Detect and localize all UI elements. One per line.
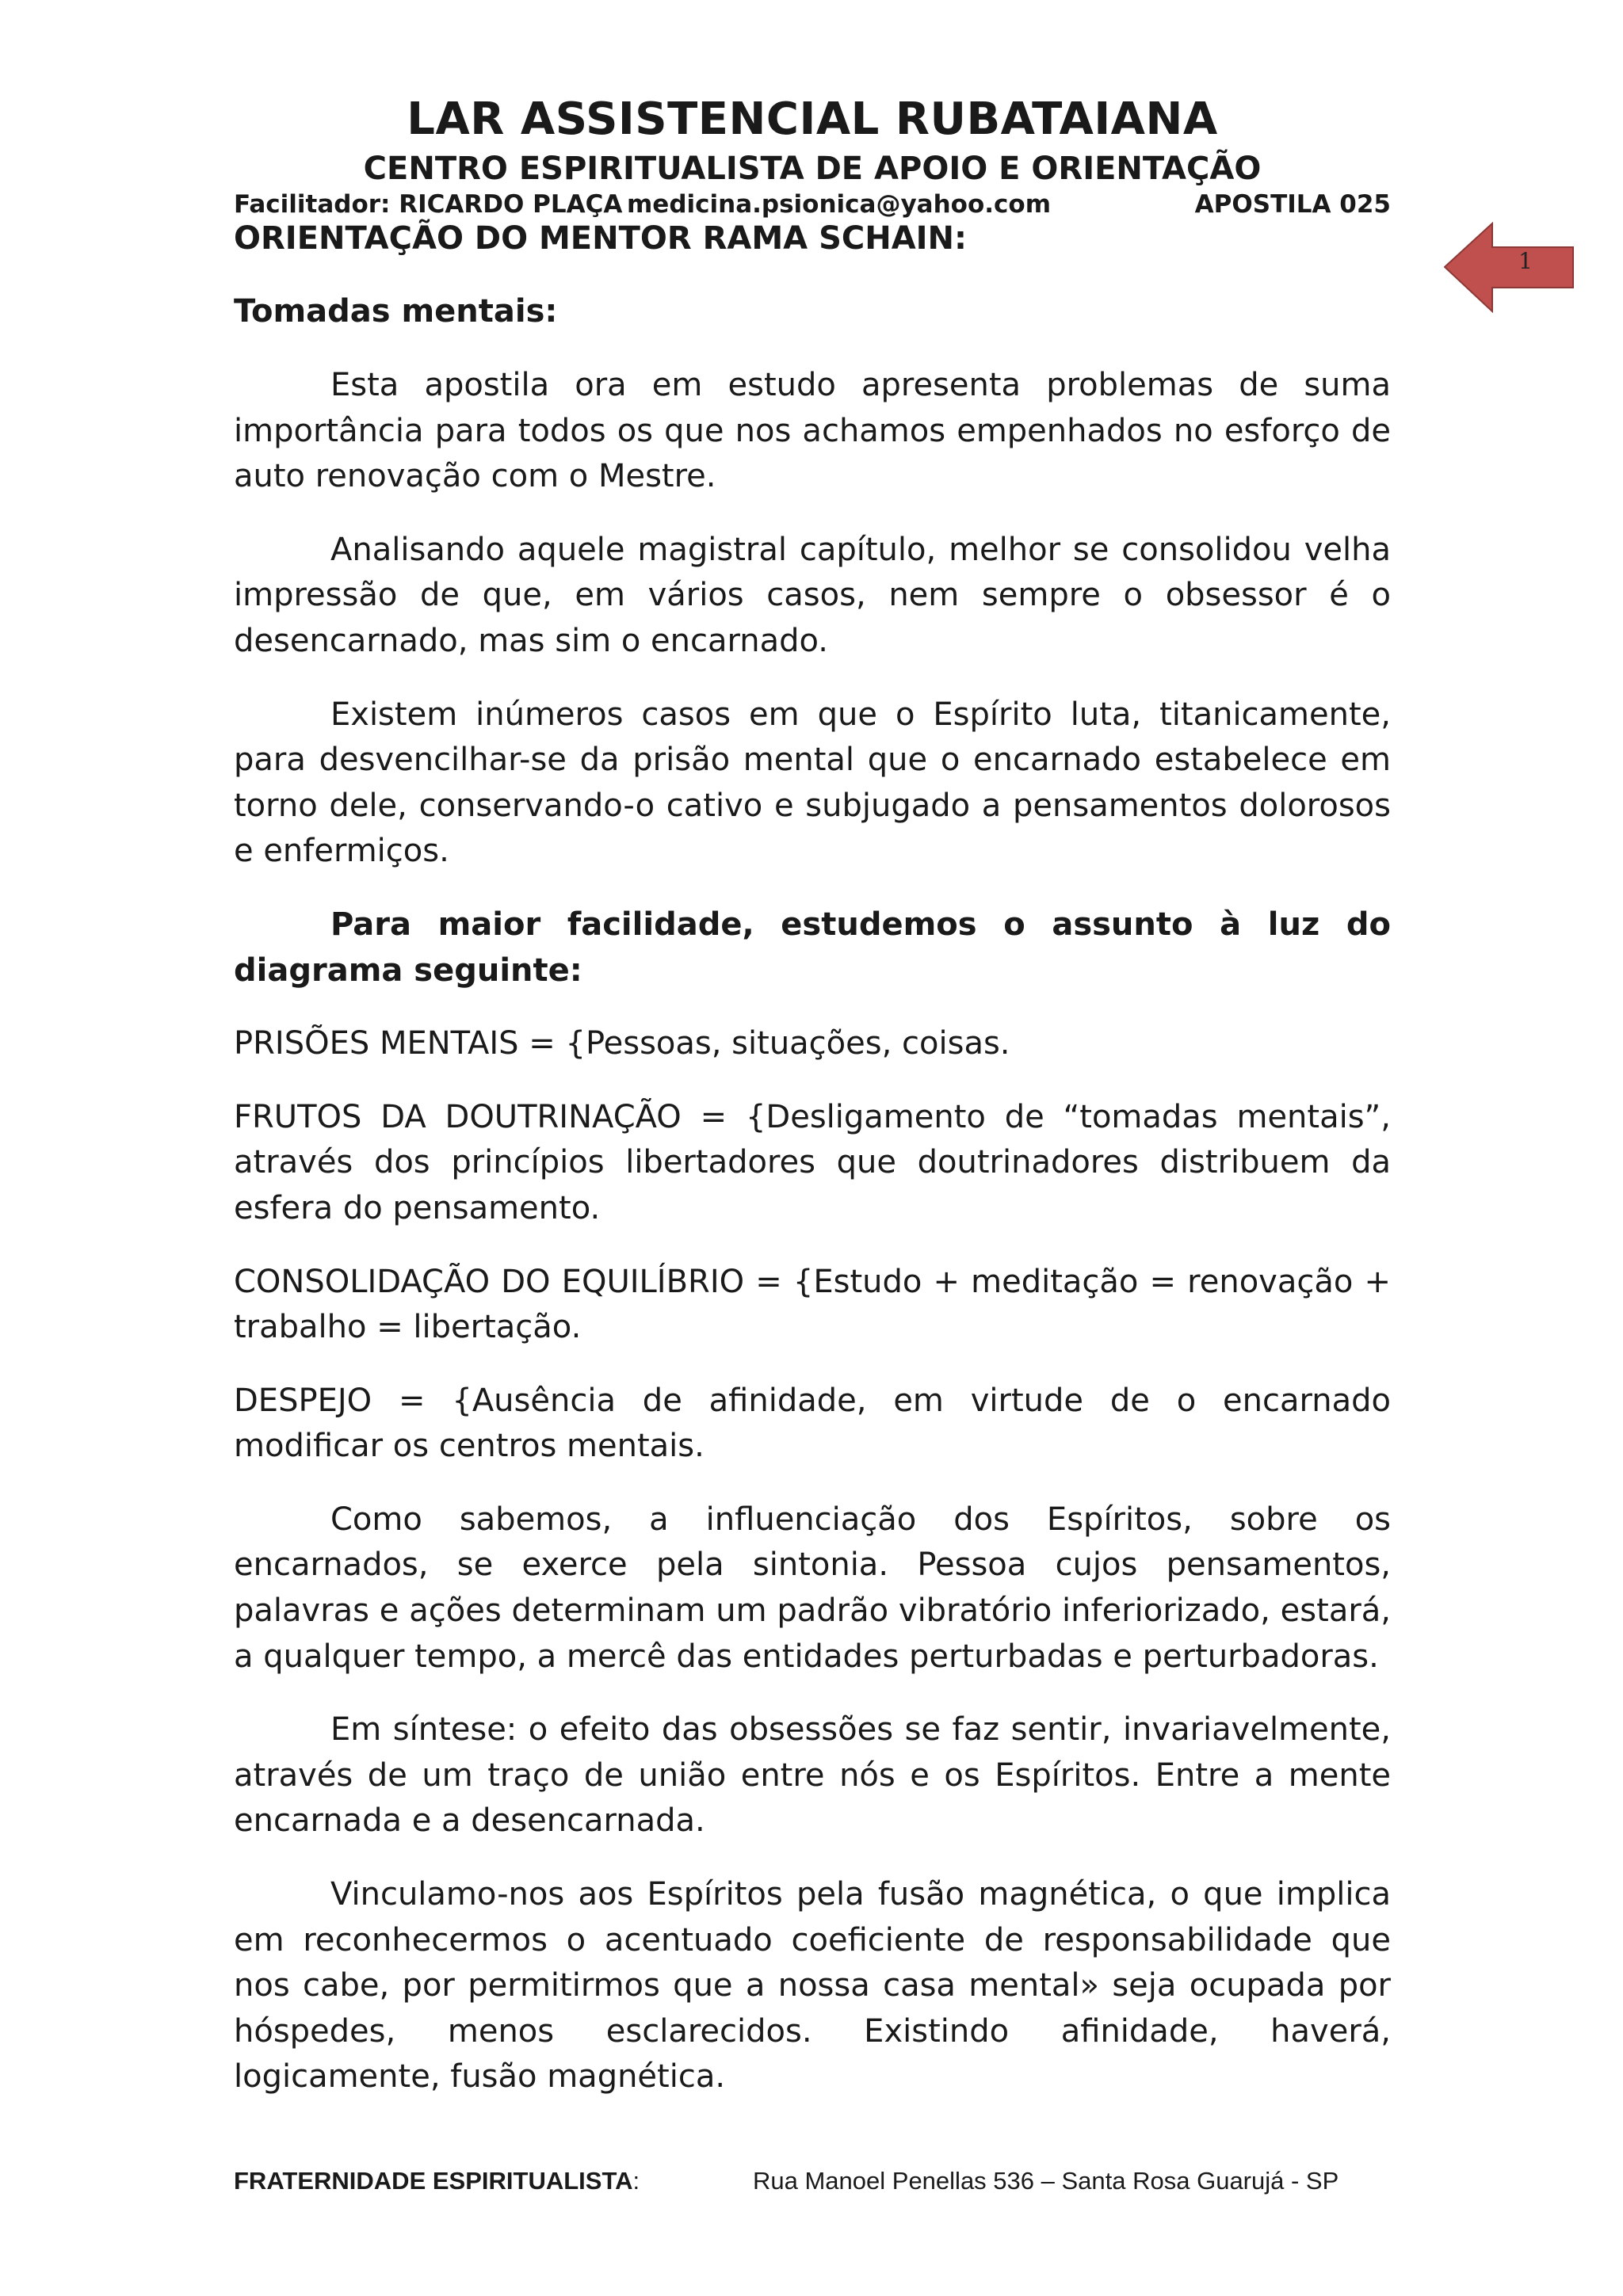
diagram-intro: Para maior facilidade, estudemos o assunto à luz do diagrama seguinte:	[234, 906, 1391, 989]
header-info-line	[234, 190, 1391, 222]
paragraph: Existem inúmeros casos em que o Espírito luta, titanicamente, para desvencilhar-se da prisão mental que o encarnado estabelece em torno dele, conservando-o cativo e subjugado a pensamentos dolorosos e enfermiços.	[234, 696, 1391, 870]
paragraph: Em síntese: o efeito das obsessões se faz sentir, invariavelmente, através de um traço de união entre nós e os Espíritos. Entre a mente encarnada e a desencarnada.	[234, 1711, 1391, 1840]
footer-label-text: FRATERNIDADE ESPIRITUALISTA	[234, 2167, 633, 2195]
diagram-line: CONSOLIDAÇÃO DO EQUILÍBRIO = {Estudo + meditação = renovação + trabalho = libertação.	[234, 1263, 1391, 1346]
facilitator-label: Facilitador: RICARDO PLAÇA	[234, 190, 623, 219]
paragraph: Esta apostila ora em estudo apresenta problemas de suma importância para todos os que nos achamos empenhados no esforço de auto renovação com o Mestre.	[234, 367, 1391, 495]
page-footer	[234, 2167, 1391, 2206]
footer-separator: :	[632, 2167, 640, 2195]
body-text	[234, 363, 1391, 2128]
apostila-number: APOSTILA 025	[1194, 190, 1391, 219]
paragraph: Vinculamo-nos aos Espíritos pela fusão magnética, o que implica em reconhecermos o acentuado coeficiente de responsabilidade que nos cabe, por permitirmos que a nossa casa mental» seja ocupada por hóspedes, menos esclarecidos. Existindo afinidade, haverá, logicamente, fusão magnética.	[234, 1876, 1391, 2096]
diagram-line: FRUTOS DA DOUTRINAÇÃO = {Desligamento de “tomadas mentais”, através dos princípios libertadores que doutrinadores distribuem da esfera do pensamento.	[234, 1098, 1391, 1226]
page-number: 1	[1518, 248, 1533, 274]
section-heading: Tomadas mentais:	[234, 293, 558, 330]
document-title: LAR ASSISTENCIAL RUBATAIANA	[407, 93, 1218, 145]
footer-address: Rua Manoel Penellas 536 – Santa Rosa Guarujá - SP	[753, 2167, 1339, 2195]
mentor-heading: ORIENTAÇÃO DO MENTOR RAMA SCHAIN:	[234, 220, 968, 257]
email-address: medicina.psionica@yahoo.com	[627, 190, 1052, 219]
diagram-line: DESPEJO = {Ausência de afinidade, em virtude de o encarnado modificar os centros mentais.	[234, 1382, 1391, 1465]
diagram-line: PRISÕES MENTAIS = {Pessoas, situações, coisas.	[234, 1025, 1010, 1062]
paragraph: Como sabemos, a influenciação dos Espíritos, sobre os encarnados, se exerce pela sintonia. Pessoa cujos pensamentos, palavras e ações determinam um padrão vibratório inferiorizado, estará, a qualquer tempo, a mercê das entidades perturbadas e perturbadoras.	[234, 1501, 1391, 1675]
footer-label	[234, 2167, 640, 2195]
paragraph: Analisando aquele magistral capítulo, melhor se consolidou velha impressão de que, em vários casos, nem sempre o obsessor é o desencarnado, mas sim o encarnado.	[234, 531, 1391, 659]
document-subtitle: CENTRO ESPIRITUALISTA DE APOIO E ORIENTAÇÃO	[363, 151, 1262, 187]
